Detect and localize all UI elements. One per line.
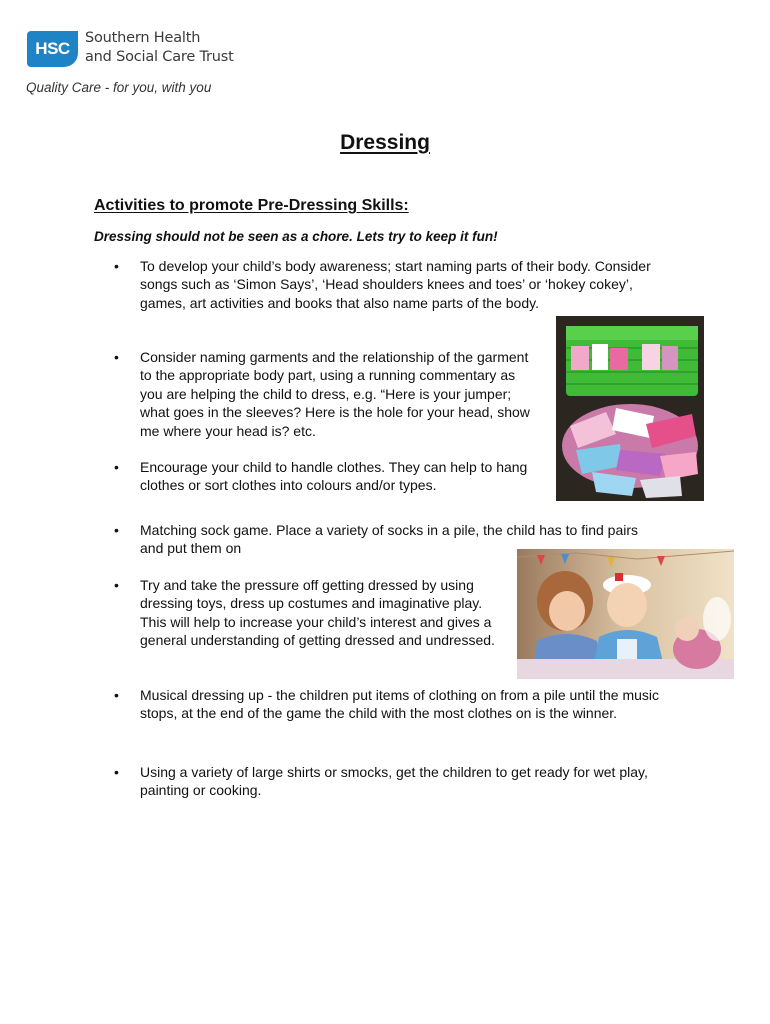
list-item — [116, 686, 664, 723]
list-item-text: • To develop your child’s body awareness; start naming parts of their body. Consider songs such as ‘Simon Says’, ‘Head shoulders knees and toes’ or ‘hokey cokey’, games, art activities and books that also name parts of the body. — [140, 258, 651, 311]
basket-of-socks-icon — [556, 316, 704, 501]
list-item-text: • Consider naming garments and the relationship of the garment to the appropriate body part, using a running commentary as you are helping the child to dress, e.g. “Here is your jumper; what goes in the sleeves? Here is the hole for your head, show me where your head is? etc. — [140, 349, 530, 439]
children-dressing-up-photo — [517, 549, 734, 679]
list-item — [116, 763, 656, 800]
list-item — [116, 458, 540, 495]
hsc-logo — [27, 31, 257, 71]
list-item-text: • Using a variety of large shirts or smocks, get the children to get ready for wet play, painting or cooking. — [140, 764, 648, 799]
list-item — [116, 257, 656, 312]
section-heading: Activities to promote Pre-Dressing Skills: — [94, 197, 409, 214]
list-item — [116, 576, 508, 650]
page-title: Dressing — [340, 131, 430, 154]
list-item-text: • Encourage your child to handle clothes. They can help to hang clothes or sort clothes into colours and/or types. — [140, 459, 528, 494]
children-dressing-up-icon — [517, 549, 734, 679]
list-item-text: • Try and take the pressure off getting dressed by using dressing toys, dress up costumes and imaginative play. This will help to increase your child’s interest and gives a general understanding of getting dressed and undressed. — [140, 577, 495, 649]
tagline: Quality Care - for you, with you — [26, 80, 212, 95]
list-item-text: • Matching sock game. Place a variety of socks in a pile, the child has to find pairs and put them on — [140, 522, 639, 557]
socks-basket-photo — [556, 316, 704, 501]
intro-text: Dressing should not be seen as a chore. Lets try to keep it fun! — [94, 229, 498, 244]
list-item-text: • Musical dressing up - the children put items of clothing on from a pile until the music stops, at the end of the game the child with the most clothes on is the winner. — [140, 687, 660, 722]
list-item — [116, 348, 540, 440]
hsc-logo-icon: HSC — [27, 31, 78, 67]
organisation-name: Southern Health and Social Care Trust — [85, 30, 234, 65]
